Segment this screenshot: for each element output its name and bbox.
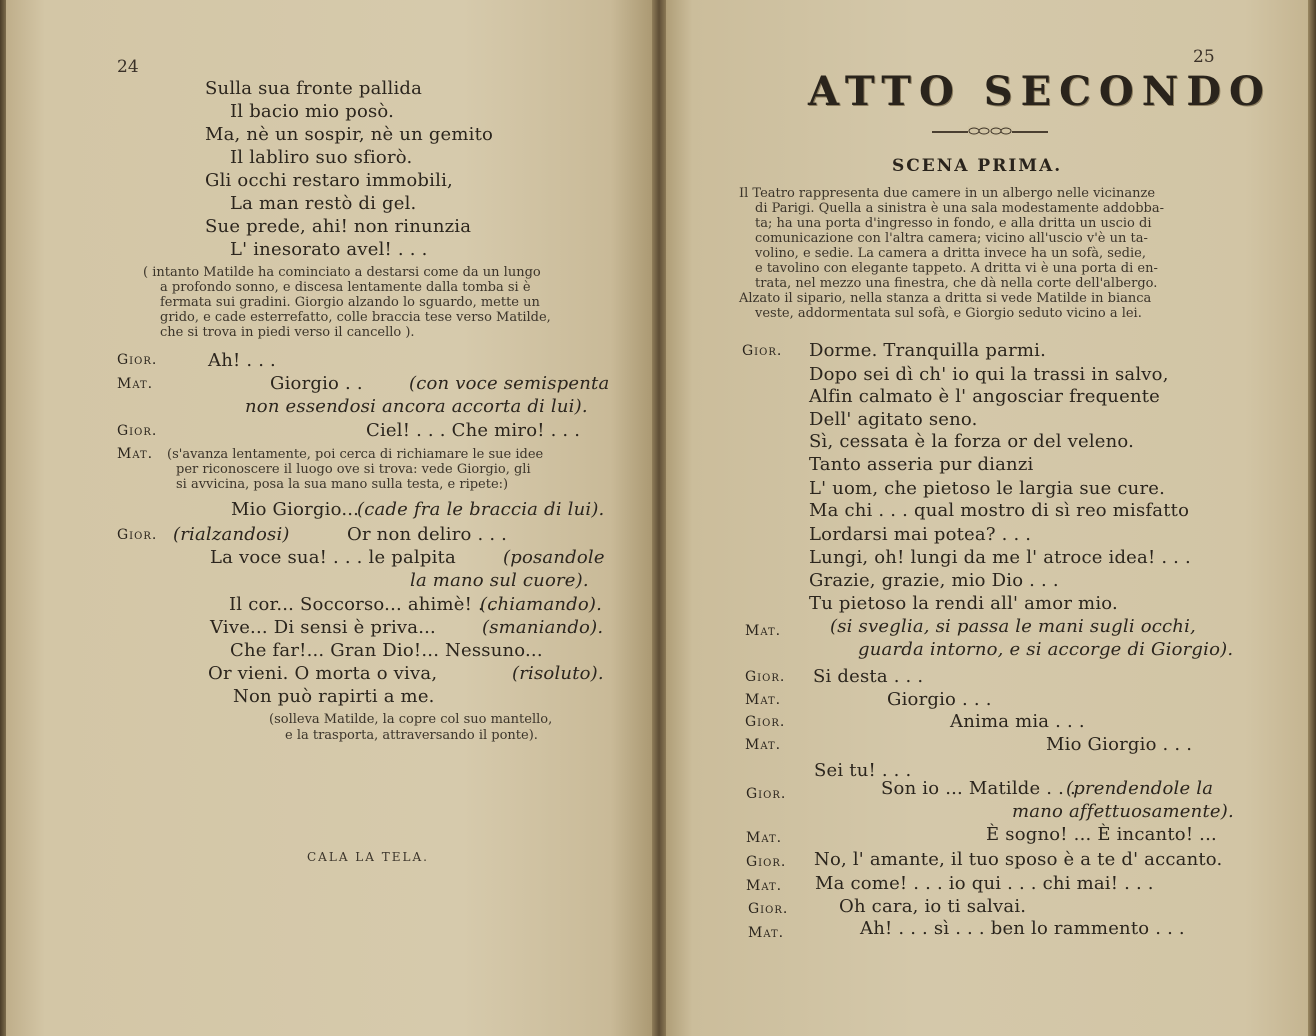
speaker-label: Gior. (748, 901, 789, 917)
stage-direction: e la trasporta, attraversando il ponte). (285, 728, 538, 743)
stage-direction: che si trova in piedi verso il cancello ). (160, 325, 415, 340)
stage-direction-inline: non essendosi ancora accorta di lui). (245, 396, 588, 417)
stage-direction-inline: (chiamando). (480, 594, 603, 615)
speaker-label: Mat. (748, 925, 785, 941)
dialogue-line: Dell' agitato seno. (809, 409, 978, 430)
verse-line: Ma, nè un sospir, nè un gemito (205, 124, 494, 145)
dialogue-line: Or vieni. O morta o viva, (208, 663, 438, 684)
stage-direction: (s'avanza lentamente, poi cerca di richiamare le sue idee (167, 447, 544, 462)
stage-direction-inline: (risoluto). (512, 663, 604, 684)
speaker-label: Gior. (117, 423, 158, 439)
book-gutter (652, 0, 666, 1036)
dialogue-line: Si desta . . . (813, 666, 924, 687)
setting-line: veste, addormentata sul sofà, e Giorgio seduto vicino a lei. (755, 306, 1142, 321)
setting-line: di Parigi. Quella a sinistra è una sala modestamente addobba- (755, 201, 1164, 216)
speaker-label: Mat. (745, 692, 782, 708)
setting-line: volino, e sedie. La camera a dritta invece ha un sofà, sedie, (755, 246, 1146, 261)
dialogue-line: L' uom, che pietoso le largia sue cure. (809, 478, 1166, 499)
speaker-label: Gior. (742, 343, 783, 359)
setting-line: Il Teatro rappresenta due camere in un albergo nelle vicinanze (739, 186, 1156, 201)
dialogue-line: Tu pietoso la rendi all' amor mio. (809, 593, 1118, 614)
dialogue-line: Ah! . . . (208, 350, 276, 371)
verse-line: L' inesorato avel! . . . (230, 239, 428, 260)
stage-direction-inline: (con voce semispenta (409, 373, 610, 394)
stage-direction-inline: (cade fra le braccia di lui). (357, 499, 605, 520)
dialogue-line: Sì, cessata è la forza or del veleno. (809, 431, 1135, 452)
speaker-label: Gior. (745, 714, 786, 730)
speaker-label: Gior. (745, 669, 786, 685)
dialogue-line: Oh cara, io ti salvai. (839, 896, 1027, 917)
verse-line: Sulla sua fronte pallida (205, 78, 423, 99)
dialogue-line: Son io ... Matilde . . . (881, 778, 1076, 799)
speaker-label: Mat. (117, 376, 154, 392)
scene-title: SCENA PRIMA. (892, 156, 1063, 176)
act-title: ATTO SECONDO (808, 68, 1272, 115)
dialogue-line: No, l' amante, il tuo sposo è a te d' accanto. (814, 849, 1223, 870)
stage-direction: a profondo sonno, e discesa lentamente dalla tomba si è (160, 280, 531, 295)
speaker-label: Mat. (746, 830, 783, 846)
stage-direction-inline: (posandole (503, 547, 605, 568)
speaker-label: Mat. (745, 623, 782, 639)
speaker-label: Mat. (745, 737, 782, 753)
dialogue-line: Grazie, grazie, mio Dio . . . (809, 570, 1059, 591)
verse-line: La man restò di gel. (230, 193, 417, 214)
dialogue-line: È sogno! ... È incanto! ... (986, 824, 1217, 845)
stage-direction-inline: mano affettuosamente). (1012, 801, 1234, 822)
speaker-label: Mat. (746, 878, 783, 894)
dialogue-line: Dorme. Tranquilla parmi. (809, 340, 1047, 361)
dialogue-line: Ciel! . . . Che miro! . . . (366, 420, 581, 441)
setting-line: comunicazione con l'altra camera; vicino all'uscio v'è un ta- (755, 231, 1148, 246)
dialogue-line: Alfin calmato è l' angosciar frequente (809, 386, 1161, 407)
verse-line: Gli occhi restaro immobili, (205, 170, 453, 191)
speaker-label: Gior. (117, 527, 158, 543)
ornament-icon (968, 126, 1012, 136)
dialogue-line: Il cor... Soccorso... ahimè! . . (229, 594, 496, 615)
dialogue-line: Anima mia . . . (950, 711, 1085, 732)
dialogue-line: Lordarsi mai potea? . . . (809, 524, 1032, 545)
stage-direction-inline: (smaniando). (482, 617, 604, 638)
dialogue-line: Che far!... Gran Dio!... Nessuno... (230, 640, 543, 661)
setting-line: ta; ha una porta d'ingresso in fondo, e alla dritta un uscio di (755, 216, 1152, 231)
curtain-line: CALA LA TELA. (307, 850, 429, 864)
page-number-right: 25 (1193, 47, 1215, 67)
speaker-label: Gior. (746, 854, 787, 870)
stage-direction: ( intanto Matilde ha cominciato a destarsi come da un lungo (143, 265, 541, 280)
verse-line: Il bacio mio posò. (230, 101, 395, 122)
dialogue-line: Or non deliro . . . (347, 524, 508, 545)
setting-line: e tavolino con elegante tappeto. A dritta vi è una porta di en- (755, 261, 1158, 276)
dialogue-line: Vive... Di sensi è priva... (210, 617, 436, 638)
dialogue-line: Tanto asseria pur dianzi (809, 454, 1034, 475)
setting-line: Alzato il sipario, nella stanza a dritta si vede Matilde in bianca (739, 291, 1152, 306)
dialogue-line: Mio Giorgio . . . (1046, 734, 1193, 755)
stage-direction: grido, e cade esterrefatto, colle braccia tese verso Matilde, (160, 310, 551, 325)
dialogue-line: Ah! . . . sì . . . ben lo rammento . . . (860, 918, 1185, 939)
dialogue-line: La voce sua! . . . le palpita (210, 547, 456, 568)
dialogue-line: Mio Giorgio... (231, 499, 360, 520)
book-edge-right (1308, 0, 1316, 1036)
dialogue-line: Sei tu! . . . (814, 760, 912, 781)
stage-direction-inline: (si sveglia, si passa le mani sugli occhi, (830, 616, 1196, 637)
stage-direction-inline: guarda intorno, e si accorge di Giorgio). (858, 639, 1234, 660)
dialogue-line: Non può rapirti a me. (233, 686, 435, 707)
stage-direction: (solleva Matilde, la copre col suo mantello, (269, 712, 553, 727)
stage-direction-inline: la mano sul cuore). (410, 570, 589, 591)
dialogue-line: Lungi, oh! lungi da me l' atroce idea! . . . (809, 547, 1191, 568)
dialogue-line: Ma come! . . . io qui . . . chi mai! . . . (815, 873, 1154, 894)
setting-line: trata, nel mezzo una finestra, che dà nella corte dell'albergo. (755, 276, 1158, 291)
stage-direction: per riconoscere il luogo ove si trova: vede Giorgio, gli (176, 462, 531, 477)
page-number-left: 24 (117, 57, 139, 77)
verse-line: Il labliro suo sfiorò. (230, 147, 413, 168)
dialogue-line: Giorgio . . . (887, 689, 992, 710)
dialogue-line: Giorgio . . (270, 373, 363, 394)
speaker-label: Gior. (746, 786, 787, 802)
speaker-label: Mat. (117, 446, 154, 462)
dialogue-line: Ma chi . . . qual mostro di sì reo misfatto (809, 500, 1190, 521)
stage-direction: si avvicina, posa la sua mano sulla testa, e ripete:) (176, 477, 509, 492)
speaker-label: Gior. (117, 352, 158, 368)
dialogue-line: Dopo sei dì ch' io qui la trassi in salvo, (809, 364, 1169, 385)
verse-line: Sue prede, ahi! non rinunzia (205, 216, 472, 237)
stage-direction-inline: (rialzandosi) (173, 524, 290, 545)
stage-direction: fermata sui gradini. Giorgio alzando lo sguardo, mette un (160, 295, 540, 310)
stage-direction-inline: (prendendole la (1066, 778, 1214, 799)
